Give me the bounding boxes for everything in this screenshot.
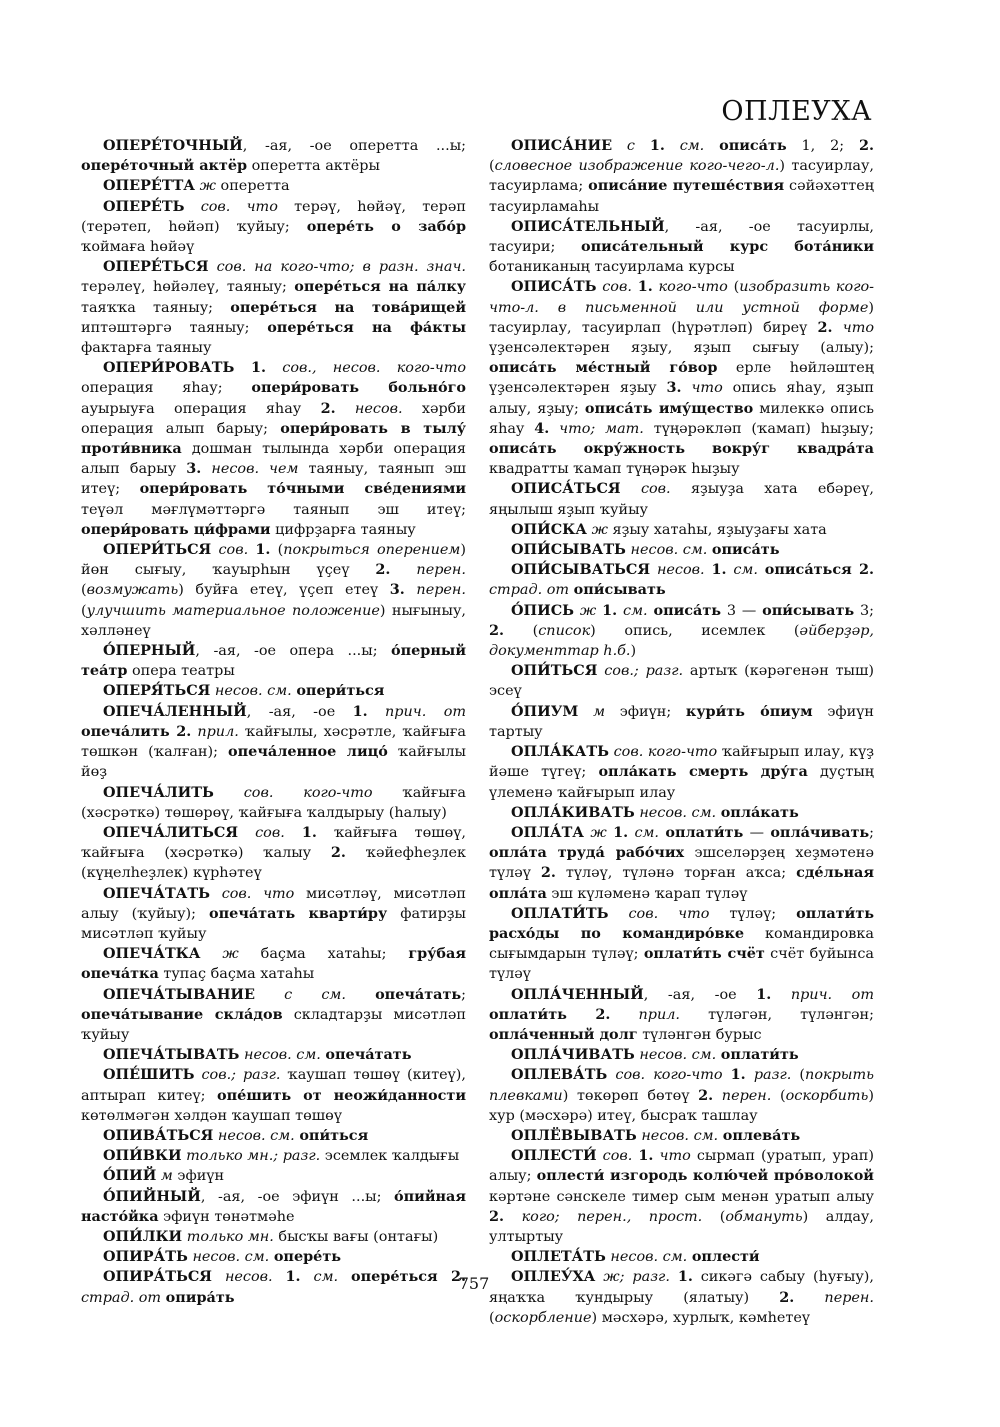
dictionary-entry: ОПЕРЕ́ТТА ж оперетта [103,177,290,195]
dictionary-entry: ОПИ́СКА ж яҙыу хатаһы, яҙыуҙағы хата [511,520,827,538]
dictionary-entry: ОПИРА́ТЬ несов. см. опере́ть [103,1248,342,1266]
dictionary-entry: ОПЕРЕ́ТОЧНЫЙ, -ая, -ое оперетта ...ы; опере́точный актёр оперетта актёры [81,137,466,175]
dictionary-entry: ОПИСА́НИЕ с 1. см. описа́ть 1, 2; 2. (словесное изображение кого-чего-л.) тасуирлау, тасуирлама; описа́ние путеше́ствия сәйәхәттең тасуирламаһы [489,137,874,215]
dictionary-entry: О́ПИСЬ ж 1. см. описа́ть 3 — опи́сывать 3; 2. (список) опись, исемлек (әйберҙәр, документтар һ.б.) [489,601,875,660]
dictionary-entry: ОПЕЧА́ЛЕННЫЙ, -ая, -ое 1. прич. от опеча́лить 2. прил. ҡайғылы, хәсрәтле, ҡайғыға төшкән (ҡалған); опеча́ленное лицо́ ҡайғылы йөҙ [81,702,466,781]
dictionary-entry: ОПЛЕВА́ТЬ сов. кого-что 1. разг. (покрыть плевками) төкөрөп бөтөү 2. перен. (оскорбить) хур (мәсхәрә) итеү, бысраҡ ташлау [489,1066,874,1124]
dictionary-entry: ОПИ́СЫВАТЬ несов. см. описа́ть [511,541,780,559]
dictionary-entry: ОПЛА́ЧЕННЫЙ, -ая, -ое 1. прич. от оплати́ть 2. прил. түләгән, түләнгән; опла́ченный долг түләнгән бурыс [489,985,874,1043]
dictionary-entry: ОПЕЧА́ТЫВАТЬ несов. см. опеча́тать [103,1046,412,1064]
dictionary-entry: ОПИСА́ТЬ сов. 1. кого-что (изобразить кого-что-л. в письменной или устной форме) тасуирлау, тасуирлап (һүрәтләп) биреү 2. что үҙенсәлектәрен яҙыу, яҙып сығыу (алыу); описа́ть ме́стный го́вор ерле һөйләштең үҙенсәлектәрен яҙыу 3. что опись яһау, яҙып алыу, яҙыу; описа́ть иму́щество милеккә опись яһау 4. что; мат. түңәрәкләп (ҡамап) һыҙыу; описа́ть окру́жность вокру́г квадра́та квадратты ҡамап түңәрәк һыҙыу [489,278,875,478]
dictionary-entry: ОПИВА́ТЬСЯ несов. см. опи́ться [103,1126,369,1144]
dictionary-entry: ОПИСА́ТЬСЯ сов. яҙыуҙа хата ебәреү, яңылыш яҙып ҡуйыу [489,480,874,518]
dictionary-entry: ОПЛЕУ́ХА ж; разг. 1. сикәгә сабыу (һуғыу), яңаҡҡа ҡундырыу (ялатыу) 2. перен. (оскорбление) мәсхәрә, хурлыҡ, кәмһетеү [489,1268,874,1326]
left-column [81,136,466,1308]
dictionary-entry: ОПЕЧА́ЛИТЬСЯ сов. 1. ҡайғыға төшөү, ҡайғыға (хәсрәткә) ҡалыу 2. ҡәйефһеҙлек (күңелһеҙлек) күрһәтеү [81,823,467,882]
dictionary-entry: ОПЕ́ШИТЬ сов.; разг. ҡаушап төшөү (китеү), аптырап китеү; опе́шить от неожи́данности көтөлмәгән хәлдән ҡаушап төшөү [81,1066,466,1124]
dictionary-entry: О́ПЕРНЫЙ, -ая, -ое опера ...ы; о́перный теа́тр опера театры [81,642,466,680]
dictionary-entry: ОПЕРИ́ТЬСЯ сов. 1. (покрыться оперением) йөн сығыу, ҡауырһын үҫеү 2. перен. (возмужать) буйға етеү, үҫеп етеү 3. перен. (улучшить материальное положение) нығыныу, хәлләнеү [81,541,466,639]
dictionary-entry: ОПИСА́ТЕЛЬНЫЙ, -ая, -ое тасуирлы, тасуири; описа́тельный курс бота́ники ботаниканың тасуирлама курсы [489,217,874,276]
dictionary-entry: ОПЛА́КАТЬ сов. кого-что ҡайғырып илау, күҙ йәше түгеү; опла́кать смерть дру́га дуҫтың үлеменә ҡайғырып илау [489,743,875,801]
dictionary-entry: ОПИ́СЫВАТЬСЯ несов. 1. см. описа́ться 2. страд. от опи́сывать [489,561,875,599]
dictionary-entry: ОПЕРЯ́ТЬСЯ несов. см. опери́ться [103,682,385,700]
dictionary-entry: ОПЛЕСТИ́ сов. 1. что сырмап (уратып, урап) алыу; оплести́ изгородь колю́чей про́волокой кәртәне сәнскеле тимер сым менән уратып алыу 2. кого; перен., прост. (обмануть) алдау, ултыртыу [489,1147,875,1245]
dictionary-entry: ОПЛА́КИВАТЬ несов. см. опла́кать [511,803,799,821]
page-number: 757 [458,1274,490,1293]
dictionary-entry: ОПЛЁВЫВАТЬ несов. см. оплева́ть [511,1126,801,1144]
dictionary-entry: О́ПИУМ м эфиүн; кури́ть о́пиум эфиүн тартыу [489,702,874,740]
dictionary-entry: О́ПИЙНЫЙ, -ая, -ое эфиүн ...ы; о́пийная насто́йка эфиүн төнәтмәһе [81,1187,466,1225]
dictionary-entry: ОПЛЕТА́ТЬ несов. см. оплести́ [511,1248,760,1266]
dictionary-entry: ОПЛА́ТА ж 1. см. оплати́ть — опла́чивать; опла́та труда́ рабо́чих эшселәрҙең хеҙмәтенә түләү 2. түләү, түләнә торған аҡса; сде́льная опла́та эш күләменә ҡарап түләү [489,823,875,902]
running-head: ОПЛЕУХА [721,96,872,127]
dictionary-entry: ОПЕРИ́РОВАТЬ 1. сов., несов. кого-что операция яһау; опери́ровать больно́го ауырыуға операция яһау 2. несов. хәрби операция алып барыу; опери́ровать в тылу́ проти́вника дошман тылында хәрби операция алып барыу 3. несов. чем таяныу, таянып эш итеү; опери́ровать то́чными све́дениями теүәл мәғлүмәттәргә таянып эш итеү; опери́ровать ци́фрами цифрҙарға таяныу [81,359,467,538]
dictionary-entry: ОПИ́ВКИ только мн.; разг. эсемлек ҡалдығы [103,1147,460,1165]
dictionary-entry: ОПИ́ТЬСЯ сов.; разг. артыҡ (кәрәгенән тыш) эсеү [489,662,874,700]
dictionary-entry: ОПЕЧА́ЛИТЬ сов. кого-что ҡайғыға (хәсрәткә) төшөрөү, ҡайғыға ҡалдырыу (һалыу) [81,783,466,821]
dictionary-entry: ОПЕЧА́ТЫВАНИЕ с см. опеча́тать; опеча́тывание скла́дов складтарҙы мисәтләп ҡуйыу [81,985,466,1043]
right-column [489,136,874,1328]
dictionary-entry: ОПЛА́ЧИВАТЬ несов. см. оплати́ть [511,1046,799,1064]
dictionary-entry: ОПЛАТИ́ТЬ сов. что түләү; оплати́ть расхо́ды по командиро́вке командировка сығымдарын түләү; оплати́ть счёт счёт буйынса түләү [489,904,875,983]
dictionary-entry: ОПЕРЕ́ТЬ сов. что терәү, һөйәү, терәп (терәтеп, һөйәп) ҡуйыу; опере́ть о забо́р ҡоймаға һөйәү [81,197,466,256]
dictionary-entry: ОПЕЧА́ТКА ж баҫма хатаһы; гру́бая опеча́тка тупаҫ баҫма хатаһы [81,945,466,983]
dictionary-entry: ОПЕРЕ́ТЬСЯ сов. на кого-что; в разн. знач. терәлеү, һөйәлеү, таяныу; опере́ться на па́лку таяҡҡа таяныу; опере́ться на това́рищей иптәштәргә таяныу; опере́ться на фа́кты фактарға таяныу [81,258,466,357]
dictionary-entry: ОПИРА́ТЬСЯ несов. 1. см. опере́ться 2. страд. от опира́ть [81,1268,467,1306]
dictionary-entry: О́ПИЙ м эфиүн [103,1167,225,1185]
dictionary-entry: ОПЕЧА́ТАТЬ сов. что мисәтләү, мисәтләп алыу (ҡуйыу); опеча́тать кварти́ру фатирҙы мисәтләп ҡуйыу [81,884,467,942]
dictionary-entry: ОПИ́ЛКИ только мн. бысҡы вағы (онтағы) [103,1227,439,1245]
